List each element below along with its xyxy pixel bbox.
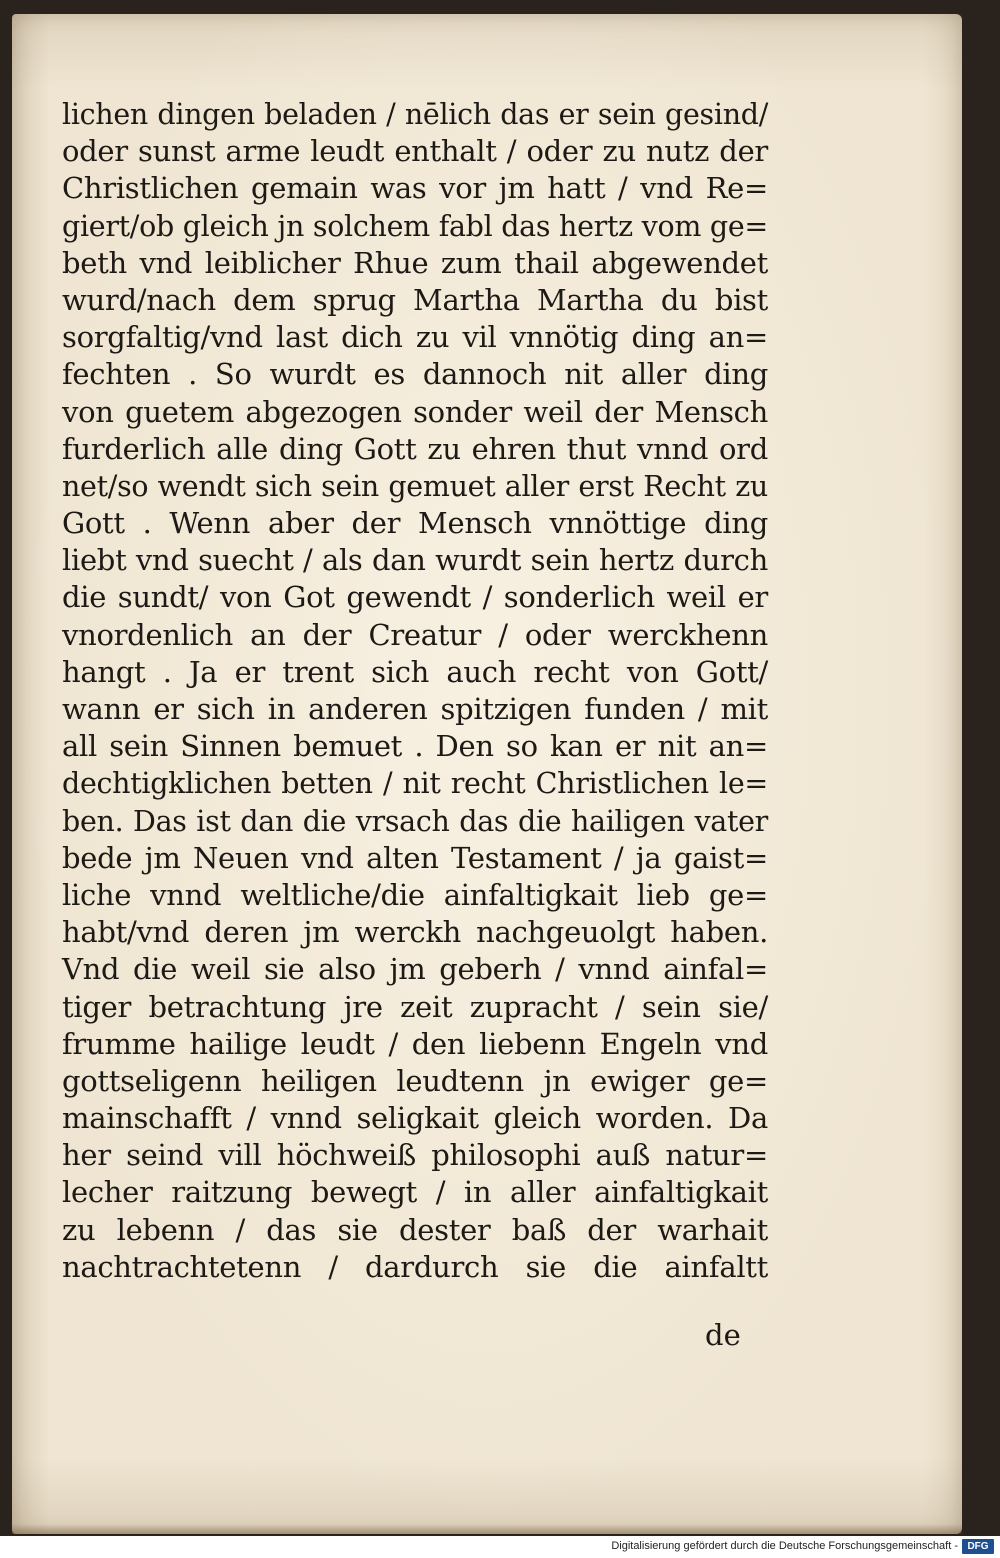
text-line: nachtrachtetenn / dardurch sie die ainfaltt xyxy=(62,1249,768,1284)
dfg-logo: DFG xyxy=(962,1539,994,1554)
text-line: fechten . So wurdt es dannoch nit aller ding xyxy=(62,357,768,392)
catchword: de xyxy=(705,1318,741,1352)
text-line: gottseligenn heiligen leudtenn jn ewiger ge= xyxy=(62,1063,768,1098)
text-line: Gott . Wenn aber der Mensch vnnöttige ding xyxy=(62,506,768,541)
text-line: bede jm Neuen vnd alten Testament / ja gaist= xyxy=(62,840,768,875)
text-line: Christlichen gemain was vor jm hatt / vnd Re= xyxy=(62,171,768,206)
text-line: furderlich alle ding Gott zu ehren thut vnnd ord xyxy=(62,431,768,466)
text-line: net/so wendt sich sein gemuet aller erst Recht zu xyxy=(62,469,768,503)
text-line: tiger betrachtung jre zeit zupracht / sein sie/ xyxy=(62,989,768,1024)
text-line: wurd/nach dem sprug Martha Martha du bist xyxy=(62,282,768,317)
text-line: giert/ob gleich jn solchem fabl das hertz vom ge= xyxy=(62,209,768,243)
text-line: die sundt/ von Got gewendt / sonderlich weil er xyxy=(62,580,768,615)
text-line: oder sunst arme leudt enthalt / oder zu nutz der xyxy=(62,134,768,169)
text-line: dechtigklichen betten / nit recht Christlichen le= xyxy=(62,767,768,801)
text-line: ben. Das ist dan die vrsach das die hailigen vater xyxy=(62,804,768,838)
text-line: Vnd die weil sie also jm geberh / vnnd ainfal= xyxy=(62,952,768,987)
text-line: frumme hailige leudt / den liebenn Engeln vnd xyxy=(62,1026,768,1061)
text-line: wann er sich in anderen spitzigen funden / mit xyxy=(62,692,768,726)
text-line: liebt vnd suecht / als dan wurdt sein hertz durch xyxy=(62,543,768,578)
text-line: hangt . Ja er trent sich auch recht von Gott/ xyxy=(62,654,768,689)
funding-credit: Digitalisierung gefördert durch die Deutsche Forschungsgemeinschaft - xyxy=(611,1540,958,1552)
text-line: mainschafft / vnnd seligkait gleich worden. Da xyxy=(62,1101,768,1136)
text-line: sorgfaltig/vnd last dich zu vil vnnötig ding an= xyxy=(62,320,768,355)
text-line: liche vnnd weltliche/die ainfaltigkait lieb ge= xyxy=(62,877,768,912)
text-line: beth vnd leiblicher Rhue zum thail abgewendet xyxy=(62,245,768,280)
text-line: her seind vill höchweiß philosophi auß natur= xyxy=(62,1138,768,1173)
text-line: all sein Sinnen bemuet . Den so kan er nit an= xyxy=(62,729,768,764)
text-line: lecher raitzung bewegt / in aller ainfaltigkait xyxy=(62,1175,768,1210)
text-line: lichen dingen beladen / nēlich das er sein gesind/ xyxy=(62,98,768,131)
page-edge xyxy=(12,1524,962,1534)
text-line: habt/vnd deren jm werckh nachgeuolgt haben. xyxy=(62,915,768,950)
text-block xyxy=(62,96,768,1286)
text-line: von guetem abgezogen sonder weil der Mensch xyxy=(62,394,768,429)
text-line: zu lebenn / das sie dester baß der warhait xyxy=(62,1212,768,1247)
text-line: vnordenlich an der Creatur / oder werckhenn xyxy=(62,617,768,652)
footer xyxy=(0,1536,1000,1558)
